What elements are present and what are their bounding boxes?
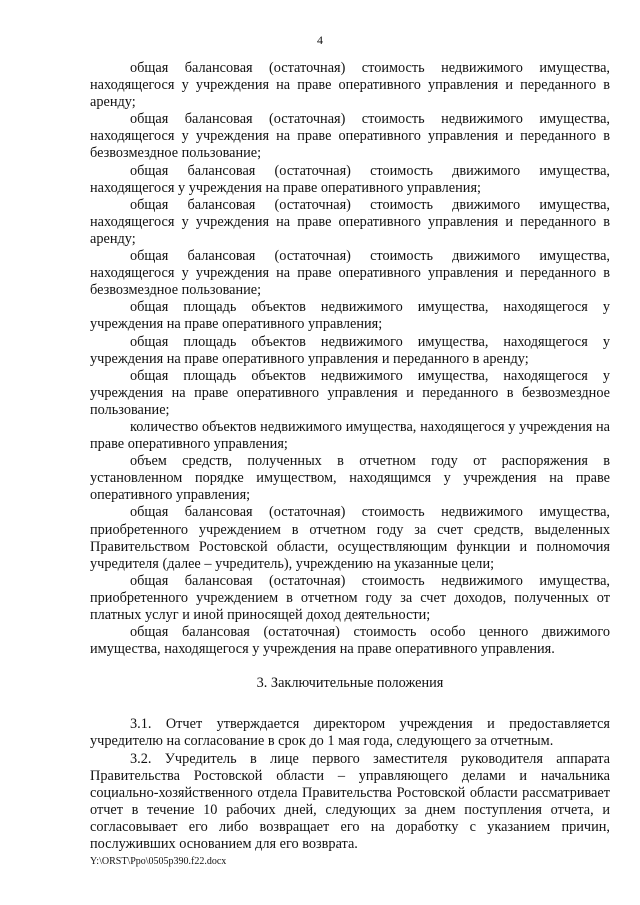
list-item: общая площадь объектов недвижимого имущества, находящегося у учреждения на праве оперативного управления; <box>90 299 610 333</box>
list-item: общая балансовая (остаточная) стоимость особо ценного движимого имущества, находящегося у учреждения на праве оперативного управления. <box>90 624 610 658</box>
file-path-footer: Y:\ORST\Ppo\0505p390.f22.docx <box>90 856 227 867</box>
list-item: количество объектов недвижимого имущества, находящегося у учреждения на праве оперативного управления; <box>90 418 610 453</box>
list-item: общая балансовая (остаточная) стоимость недвижимого имущества, находящегося у учреждения на праве оперативного управления и переданного в аренду; <box>90 60 610 111</box>
list-item: общая балансовая (остаточная) стоимость движимого имущества, находящегося у учреждения на праве оперативного управления; <box>90 162 610 196</box>
list-item: общая балансовая (остаточная) стоимость недвижимого имущества, приобретенного учреждением в отчетном году за счет доходов, полученных от платных услуг и иной приносящей доход деятельности; <box>90 572 610 623</box>
list-item: общая площадь объектов недвижимого имущества, находящегося у учреждения на праве оперативного управления и переданного в аренду; <box>90 333 610 367</box>
section-heading: 3. Заключительные положения <box>256 675 444 692</box>
list-item: общая балансовая (остаточная) стоимость движимого имущества, находящегося у учреждения на праве оперативного управления и переданного в безвозмездное пользование; <box>90 248 610 299</box>
document-body <box>90 60 610 853</box>
list-item: общая балансовая (остаточная) стоимость недвижимого имущества, приобретенного учреждением в отчетном году за счет средств, выделенных Правительством Ростовской области, осуществляющим функции и полномочия учредителя (далее – учредитель), учреждению на указанные цели; <box>90 504 610 572</box>
section-paragraph: 3.1. Отчет утверждается директором учреждения и предоставляется учредителю на согласование в срок до 1 мая года, следующего за отчетным. <box>90 716 610 750</box>
section-paragraph: 3.2. Учредитель в лице первого заместителя руководителя аппарата Правительства Ростовской области – управляющего делами и начальника социально-хозяйственного отдела Правительства Ростовской области рассматривает отчет в течение 10 рабочих дней, следующих за днем поступления отчета, и согласовывает его либо возвращает его на доработку с указанием причин, послуживших основанием для его возврата. <box>90 750 610 853</box>
list-item: общая балансовая (остаточная) стоимость недвижимого имущества, находящегося у учреждения на праве оперативного управления и переданного в безвозмездное пользование; <box>90 111 610 162</box>
list-item: объем средств, полученных в отчетном году от распоряжения в установленном порядке имуществом, находящимся у учреждения на праве оперативного управления; <box>90 453 610 504</box>
page-number: 4 <box>317 33 323 47</box>
list-item: общая площадь объектов недвижимого имущества, находящегося у учреждения на праве оперативного управления и переданного в безвозмездное пользование; <box>90 367 610 418</box>
list-item: общая балансовая (остаточная) стоимость движимого имущества, находящегося у учреждения на праве оперативного управления и переданного в аренду; <box>90 196 610 247</box>
